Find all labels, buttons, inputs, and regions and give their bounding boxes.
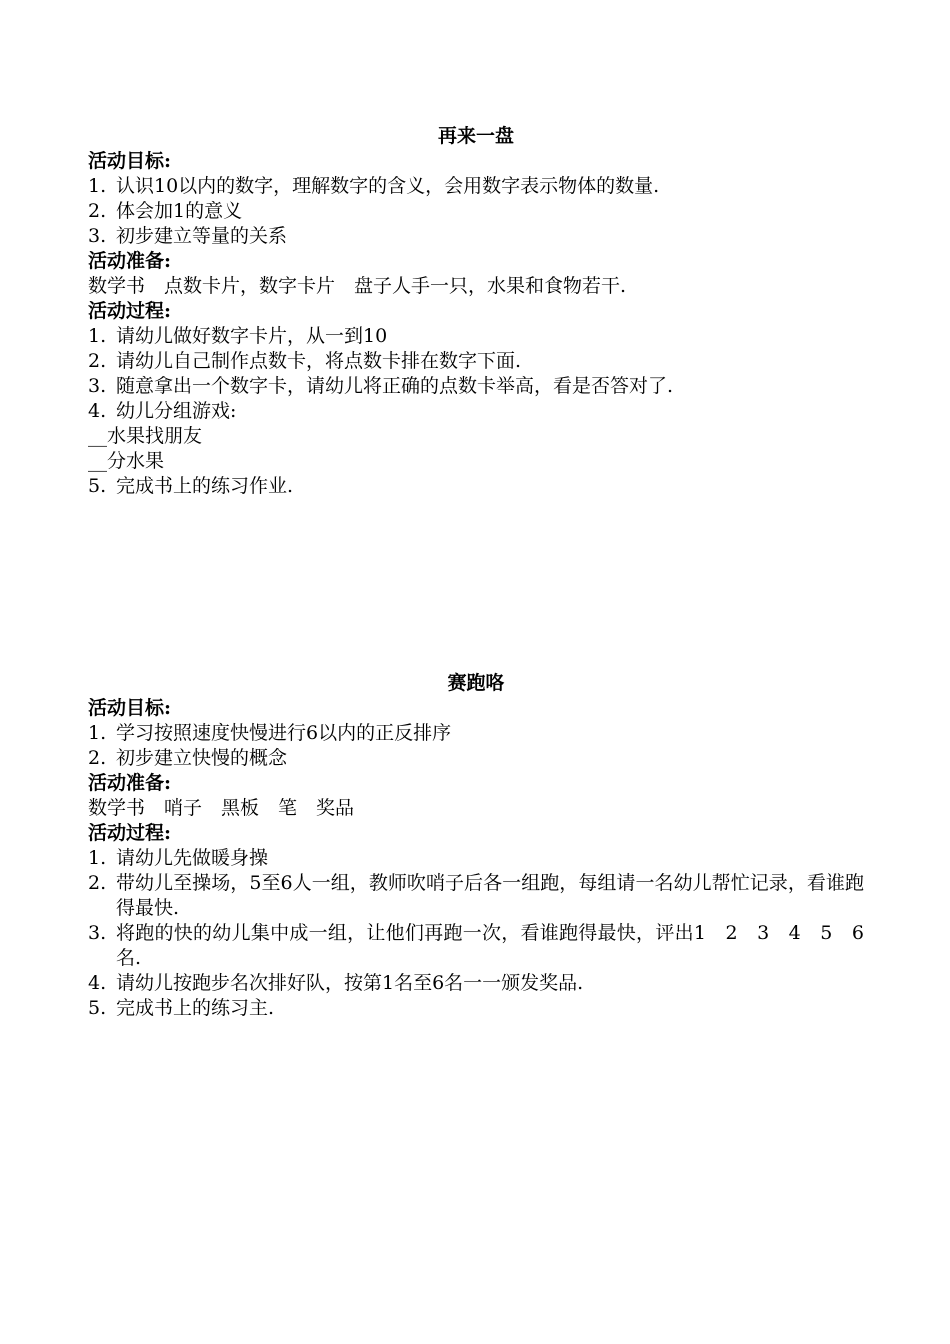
prep-text: 数学书 哨子 黑板 笔 奖品 <box>88 797 355 819</box>
item-number: 2. <box>88 350 107 372</box>
process-item <box>88 324 864 349</box>
item-number: 1. <box>88 175 107 197</box>
item-number: 3. <box>88 922 107 944</box>
item-text: 认识10以内的数字，理解数字的含义，会用数字表示物体的数量. <box>116 175 660 197</box>
item-number: 2. <box>88 747 107 769</box>
process-item <box>88 871 864 921</box>
goal-item <box>88 746 864 771</box>
process-heading: 活动过程: <box>88 300 172 322</box>
process-item <box>88 474 864 499</box>
goal-item <box>88 174 864 199</box>
process-item <box>88 921 864 971</box>
game-item: __分水果 <box>88 450 165 472</box>
item-text: 请幼儿做好数字卡片，从一到10 <box>116 325 388 347</box>
item-number: 5. <box>88 475 107 497</box>
item-number: 1. <box>88 325 107 347</box>
item-text: 初步建立快慢的概念 <box>116 747 288 769</box>
process-item <box>88 399 864 424</box>
prep-heading: 活动准备: <box>88 250 172 272</box>
lesson-section-1 <box>88 123 864 499</box>
item-number: 3. <box>88 225 107 247</box>
lesson-title: 赛跑咯 <box>447 672 505 694</box>
item-number: 1. <box>88 847 107 869</box>
process-item <box>88 349 864 374</box>
item-text: 请幼儿按跑步名次排好队，按第1名至6名一一颁发奖品. <box>116 972 584 994</box>
game-item: __水果找朋友 <box>88 425 203 447</box>
goal-item <box>88 721 864 746</box>
item-text: 完成书上的练习作业. <box>116 475 294 497</box>
process-item <box>88 971 864 996</box>
process-item <box>88 996 864 1021</box>
prep-text: 数学书 点数卡片，数字卡片 盘子人手一只，水果和食物若干. <box>88 275 627 297</box>
item-text: 带幼儿至操场，5至6人一组，教师吹哨子后各一组跑，每组请一名幼儿帮忙记录，看谁跑得最快. <box>116 872 864 919</box>
item-text: 请幼儿自己制作点数卡，将点数卡排在数字下面. <box>116 350 522 372</box>
prep-heading: 活动准备: <box>88 772 172 794</box>
item-number: 4. <box>88 400 107 422</box>
item-number: 1. <box>88 722 107 744</box>
lesson-title: 再来一盘 <box>437 125 514 147</box>
process-heading: 活动过程: <box>88 822 172 844</box>
item-text: 请幼儿先做暖身操 <box>116 847 269 869</box>
item-number: 2. <box>88 872 107 894</box>
item-text: 完成书上的练习主. <box>116 997 275 1019</box>
process-item <box>88 374 864 399</box>
goal-item <box>88 199 864 224</box>
goals-heading: 活动目标: <box>88 697 172 719</box>
goals-heading: 活动目标: <box>88 150 172 172</box>
item-number: 3. <box>88 375 107 397</box>
item-text: 将跑的快的幼儿集中成一组，让他们再跑一次，看谁跑得最快，评出1 2 3 4 5 6名. <box>116 922 864 969</box>
goal-item <box>88 224 864 249</box>
lesson-section-2 <box>88 670 864 1021</box>
item-number: 2. <box>88 200 107 222</box>
item-text: 幼儿分组游戏: <box>116 400 237 422</box>
item-text: 初步建立等量的关系 <box>116 225 288 247</box>
item-number: 4. <box>88 972 107 994</box>
item-text: 随意拿出一个数字卡，请幼儿将正确的点数卡举高，看是否答对了. <box>116 375 674 397</box>
process-item <box>88 846 864 871</box>
item-text: 学习按照速度快慢进行6以内的正反排序 <box>116 722 452 744</box>
item-text: 体会加1的意义 <box>116 200 243 222</box>
item-number: 5. <box>88 997 107 1019</box>
